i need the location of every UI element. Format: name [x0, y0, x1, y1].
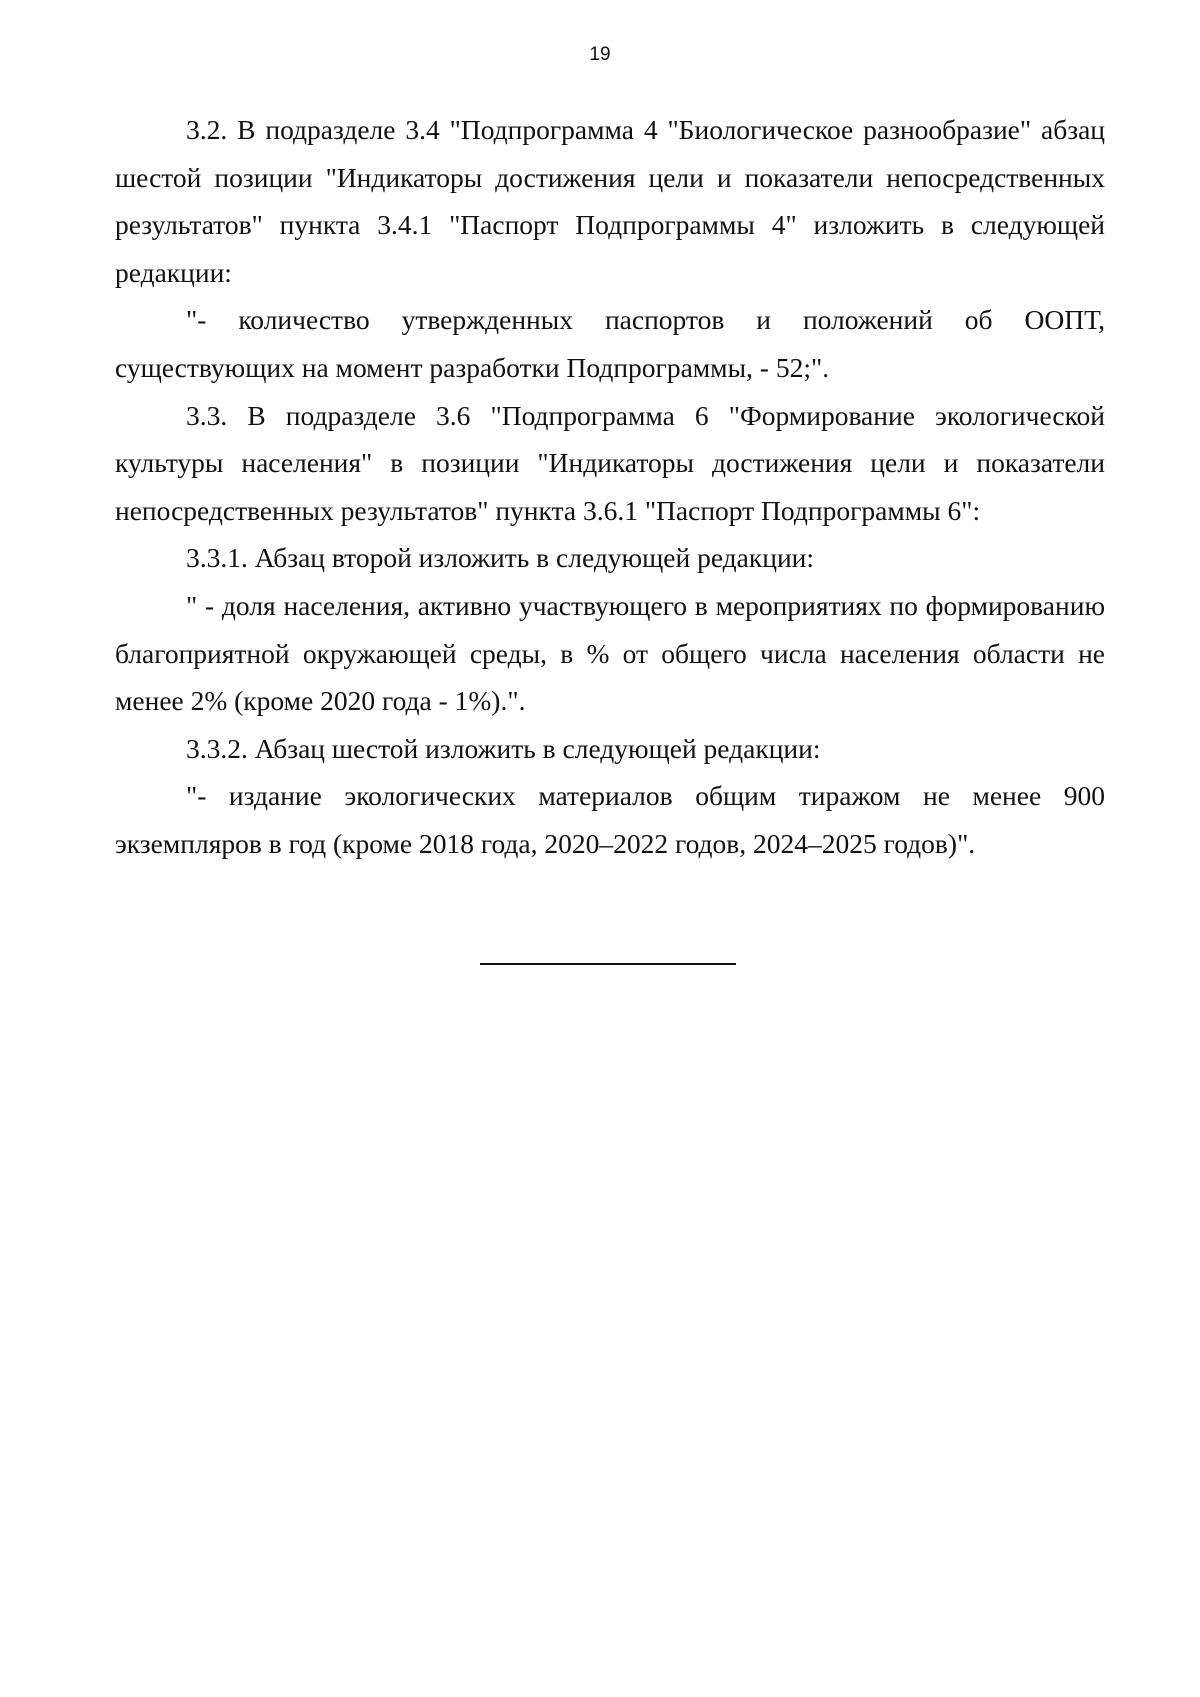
paragraph-3-3: 3.3. В подразделе 3.6 "Подпрограмма 6 "Формирование экологической культуры населения" в позиции "Индикаторы достижения цели и показатели непосредственных результатов" пункта 3.6.1 "Паспорт Подпрограммы 6":	[115, 399, 1105, 526]
paragraph-3-3-1: 3.3.1. Абзац второй изложить в следующей редакции:	[186, 542, 815, 574]
page-number: 19	[589, 44, 611, 65]
paragraph-3-3-2: 3.3.2. Абзац шестой изложить в следующей редакции:	[186, 732, 821, 764]
paragraph-3-3-1-quote: " - доля населения, активно участвующего в мероприятиях по формированию благоприятной окружающей среды, в % от общего числа населения области не менее 2% (кроме 2020 года - 1%).".	[115, 589, 1105, 717]
paragraph-3-2-quote: "- количество утвержденных паспортов и положений об ООПТ, существующих на момент разработки Подпрограммы, - 52;".	[115, 304, 1105, 383]
paragraph-3-3-2-quote: "- издание экологических материалов общим тиражом не менее 900 экземпляров в год (кроме 2018 года, 2020–2022 годов, 2024–2025 годов)".	[115, 780, 1105, 859]
paragraph-3-2: 3.2. В подразделе 3.4 "Подпрограмма 4 "Биологическое разнообразие" абзац шестой позиции "Индикаторы достижения цели и показатели непосредственных результатов" пункта 3.4.1 "Паспорт Подпрограммы 4" изложить в следующей редакции:	[115, 114, 1105, 288]
end-separator-line	[480, 963, 736, 965]
document-body	[115, 106, 1105, 868]
